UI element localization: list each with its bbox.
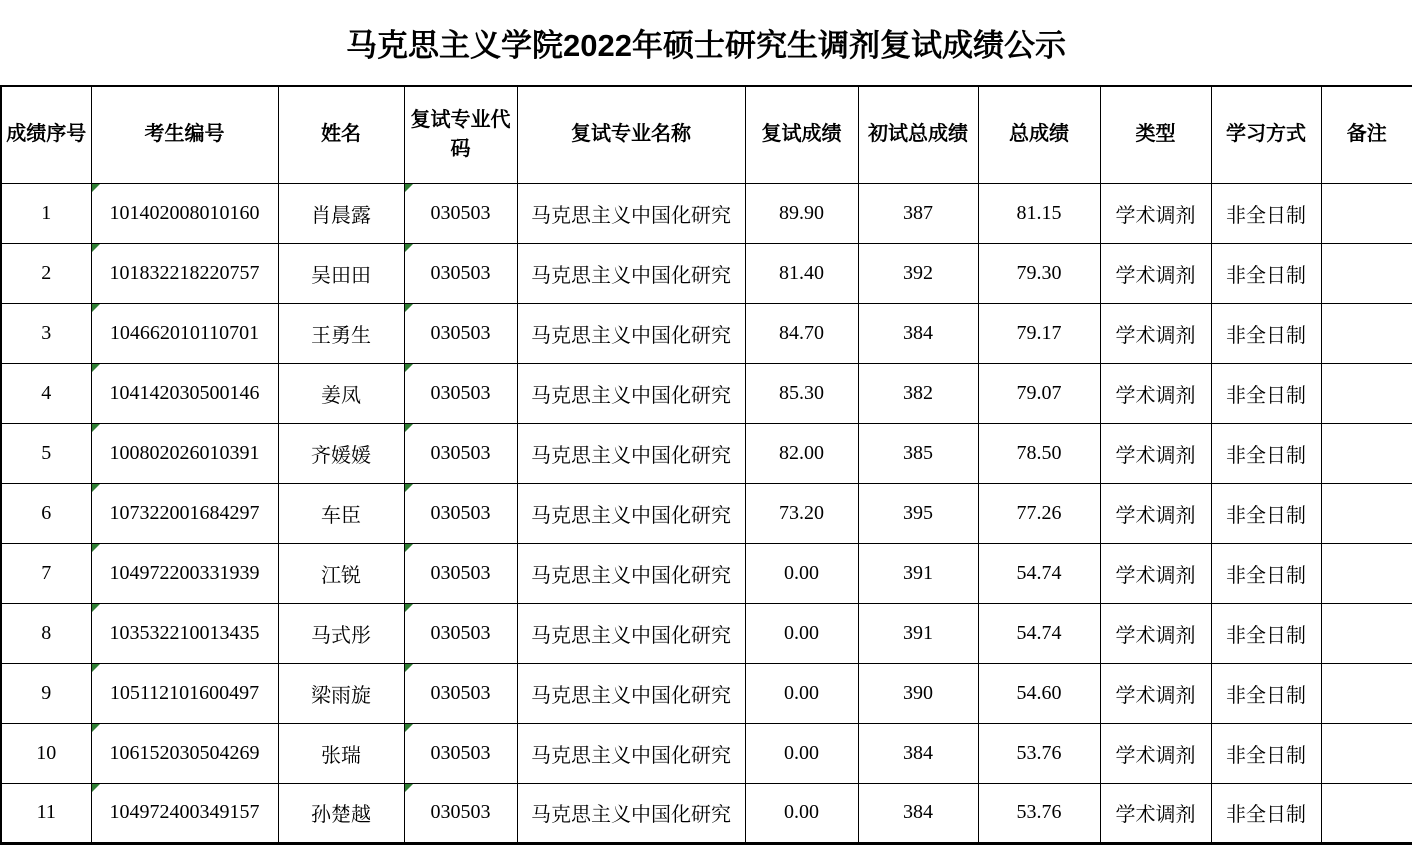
number-stored-as-text-flag-icon	[92, 784, 100, 792]
cell-initial-total: 384	[858, 783, 978, 843]
cell-initial-total: 387	[858, 183, 978, 243]
number-stored-as-text-flag-icon	[92, 484, 100, 492]
table-body	[1, 183, 1412, 843]
cell-type: 学术调剂	[1100, 783, 1211, 843]
cell-initial-total: 384	[858, 723, 978, 783]
cell-name: 王勇生	[278, 303, 404, 363]
col-header-seq: 成绩序号	[1, 86, 91, 183]
col-header-remark: 备注	[1321, 86, 1412, 183]
table-row	[1, 663, 1412, 723]
table-row	[1, 303, 1412, 363]
number-stored-as-text-flag-icon	[92, 184, 100, 192]
number-stored-as-text-flag-icon	[405, 604, 413, 612]
cell-seq: 9	[1, 663, 91, 723]
cell-major-name: 马克思主义中国化研究	[517, 243, 745, 303]
cell-major-code: 030503	[404, 483, 517, 543]
cell-study-mode: 非全日制	[1211, 603, 1321, 663]
cell-name: 肖晨露	[278, 183, 404, 243]
cell-retest-score: 0.00	[745, 663, 858, 723]
cell-type: 学术调剂	[1100, 423, 1211, 483]
cell-seq: 10	[1, 723, 91, 783]
cell-remark	[1321, 543, 1412, 603]
cell-study-mode: 非全日制	[1211, 723, 1321, 783]
cell-candidate-id: 101832218220757	[91, 243, 278, 303]
number-stored-as-text-flag-icon	[405, 724, 413, 732]
cell-seq: 5	[1, 423, 91, 483]
cell-total-score: 81.15	[978, 183, 1100, 243]
cell-seq: 11	[1, 783, 91, 843]
cell-candidate-id: 105112101600497	[91, 663, 278, 723]
cell-seq: 4	[1, 363, 91, 423]
cell-major-code: 030503	[404, 663, 517, 723]
cell-name: 吴田田	[278, 243, 404, 303]
cell-major-name: 马克思主义中国化研究	[517, 303, 745, 363]
cell-type: 学术调剂	[1100, 243, 1211, 303]
cell-remark	[1321, 783, 1412, 843]
number-stored-as-text-flag-icon	[405, 304, 413, 312]
number-stored-as-text-flag-icon	[92, 364, 100, 372]
table-row	[1, 243, 1412, 303]
cell-type: 学术调剂	[1100, 483, 1211, 543]
cell-remark	[1321, 723, 1412, 783]
cell-major-name: 马克思主义中国化研究	[517, 183, 745, 243]
score-table	[0, 85, 1412, 845]
cell-total-score: 78.50	[978, 423, 1100, 483]
number-stored-as-text-flag-icon	[405, 364, 413, 372]
number-stored-as-text-flag-icon	[92, 724, 100, 732]
cell-seq: 2	[1, 243, 91, 303]
cell-candidate-id: 104972200331939	[91, 543, 278, 603]
cell-seq: 8	[1, 603, 91, 663]
number-stored-as-text-flag-icon	[405, 784, 413, 792]
cell-study-mode: 非全日制	[1211, 303, 1321, 363]
cell-candidate-id: 101402008010160	[91, 183, 278, 243]
cell-major-name: 马克思主义中国化研究	[517, 723, 745, 783]
cell-total-score: 54.74	[978, 543, 1100, 603]
col-header-study-mode: 学习方式	[1211, 86, 1321, 183]
table-header	[1, 86, 1412, 183]
cell-retest-score: 0.00	[745, 783, 858, 843]
cell-retest-score: 85.30	[745, 363, 858, 423]
cell-seq: 1	[1, 183, 91, 243]
cell-name: 车臣	[278, 483, 404, 543]
cell-total-score: 53.76	[978, 723, 1100, 783]
cell-major-name: 马克思主义中国化研究	[517, 483, 745, 543]
cell-remark	[1321, 483, 1412, 543]
cell-major-code: 030503	[404, 243, 517, 303]
number-stored-as-text-flag-icon	[92, 664, 100, 672]
cell-initial-total: 385	[858, 423, 978, 483]
cell-total-score: 79.07	[978, 363, 1100, 423]
cell-remark	[1321, 243, 1412, 303]
number-stored-as-text-flag-icon	[92, 304, 100, 312]
number-stored-as-text-flag-icon	[405, 484, 413, 492]
cell-major-code: 030503	[404, 783, 517, 843]
cell-remark	[1321, 423, 1412, 483]
cell-retest-score: 0.00	[745, 723, 858, 783]
cell-study-mode: 非全日制	[1211, 483, 1321, 543]
cell-seq: 3	[1, 303, 91, 363]
cell-major-name: 马克思主义中国化研究	[517, 663, 745, 723]
cell-remark	[1321, 663, 1412, 723]
cell-candidate-id: 107322001684297	[91, 483, 278, 543]
cell-major-name: 马克思主义中国化研究	[517, 543, 745, 603]
table-row	[1, 423, 1412, 483]
cell-candidate-id: 104972400349157	[91, 783, 278, 843]
number-stored-as-text-flag-icon	[405, 244, 413, 252]
cell-study-mode: 非全日制	[1211, 363, 1321, 423]
cell-type: 学术调剂	[1100, 663, 1211, 723]
col-header-type: 类型	[1100, 86, 1211, 183]
cell-initial-total: 391	[858, 603, 978, 663]
col-header-total-score: 总成绩	[978, 86, 1100, 183]
number-stored-as-text-flag-icon	[92, 244, 100, 252]
cell-type: 学术调剂	[1100, 603, 1211, 663]
table-row	[1, 363, 1412, 423]
cell-major-name: 马克思主义中国化研究	[517, 603, 745, 663]
cell-initial-total: 390	[858, 663, 978, 723]
cell-total-score: 79.30	[978, 243, 1100, 303]
cell-major-code: 030503	[404, 423, 517, 483]
cell-study-mode: 非全日制	[1211, 663, 1321, 723]
cell-total-score: 53.76	[978, 783, 1100, 843]
cell-seq: 6	[1, 483, 91, 543]
cell-candidate-id: 104662010110701	[91, 303, 278, 363]
cell-total-score: 54.60	[978, 663, 1100, 723]
cell-retest-score: 82.00	[745, 423, 858, 483]
table-row	[1, 183, 1412, 243]
cell-name: 张瑞	[278, 723, 404, 783]
cell-name: 马式彤	[278, 603, 404, 663]
cell-major-code: 030503	[404, 603, 517, 663]
table-row	[1, 783, 1412, 843]
cell-retest-score: 73.20	[745, 483, 858, 543]
number-stored-as-text-flag-icon	[405, 184, 413, 192]
cell-study-mode: 非全日制	[1211, 183, 1321, 243]
cell-type: 学术调剂	[1100, 363, 1211, 423]
cell-name: 江锐	[278, 543, 404, 603]
cell-remark	[1321, 183, 1412, 243]
cell-major-name: 马克思主义中国化研究	[517, 363, 745, 423]
cell-major-name: 马克思主义中国化研究	[517, 423, 745, 483]
cell-retest-score: 0.00	[745, 543, 858, 603]
table-row	[1, 723, 1412, 783]
number-stored-as-text-flag-icon	[92, 604, 100, 612]
col-header-name: 姓名	[278, 86, 404, 183]
number-stored-as-text-flag-icon	[405, 544, 413, 552]
cell-major-code: 030503	[404, 723, 517, 783]
col-header-major-code: 复试专业代码	[404, 86, 517, 183]
number-stored-as-text-flag-icon	[92, 544, 100, 552]
col-header-retest-score: 复试成绩	[745, 86, 858, 183]
cell-name: 梁雨旋	[278, 663, 404, 723]
cell-type: 学术调剂	[1100, 303, 1211, 363]
cell-major-code: 030503	[404, 183, 517, 243]
cell-study-mode: 非全日制	[1211, 243, 1321, 303]
cell-initial-total: 382	[858, 363, 978, 423]
cell-seq: 7	[1, 543, 91, 603]
cell-remark	[1321, 363, 1412, 423]
cell-candidate-id: 100802026010391	[91, 423, 278, 483]
cell-type: 学术调剂	[1100, 183, 1211, 243]
number-stored-as-text-flag-icon	[405, 424, 413, 432]
cell-study-mode: 非全日制	[1211, 783, 1321, 843]
cell-study-mode: 非全日制	[1211, 543, 1321, 603]
table-row	[1, 483, 1412, 543]
cell-name: 齐媛媛	[278, 423, 404, 483]
col-header-candidate-id: 考生编号	[91, 86, 278, 183]
table-row	[1, 603, 1412, 663]
cell-retest-score: 0.00	[745, 603, 858, 663]
cell-major-name: 马克思主义中国化研究	[517, 783, 745, 843]
cell-initial-total: 392	[858, 243, 978, 303]
cell-type: 学术调剂	[1100, 723, 1211, 783]
number-stored-as-text-flag-icon	[92, 424, 100, 432]
col-header-initial-total: 初试总成绩	[858, 86, 978, 183]
page-title: 马克思主义学院2022年硕士研究生调剂复试成绩公示	[346, 28, 1066, 63]
cell-initial-total: 391	[858, 543, 978, 603]
cell-major-code: 030503	[404, 543, 517, 603]
cell-name: 孙楚越	[278, 783, 404, 843]
cell-candidate-id: 103532210013435	[91, 603, 278, 663]
cell-candidate-id: 104142030500146	[91, 363, 278, 423]
col-header-major-name: 复试专业名称	[517, 86, 745, 183]
cell-remark	[1321, 603, 1412, 663]
cell-study-mode: 非全日制	[1211, 423, 1321, 483]
cell-retest-score: 84.70	[745, 303, 858, 363]
cell-initial-total: 384	[858, 303, 978, 363]
cell-initial-total: 395	[858, 483, 978, 543]
cell-candidate-id: 106152030504269	[91, 723, 278, 783]
cell-type: 学术调剂	[1100, 543, 1211, 603]
header-row	[1, 86, 1412, 183]
cell-major-code: 030503	[404, 303, 517, 363]
number-stored-as-text-flag-icon	[405, 664, 413, 672]
cell-total-score: 79.17	[978, 303, 1100, 363]
table-row	[1, 543, 1412, 603]
cell-name: 姜凤	[278, 363, 404, 423]
cell-remark	[1321, 303, 1412, 363]
cell-retest-score: 81.40	[745, 243, 858, 303]
cell-retest-score: 89.90	[745, 183, 858, 243]
cell-total-score: 77.26	[978, 483, 1100, 543]
cell-major-code: 030503	[404, 363, 517, 423]
cell-total-score: 54.74	[978, 603, 1100, 663]
